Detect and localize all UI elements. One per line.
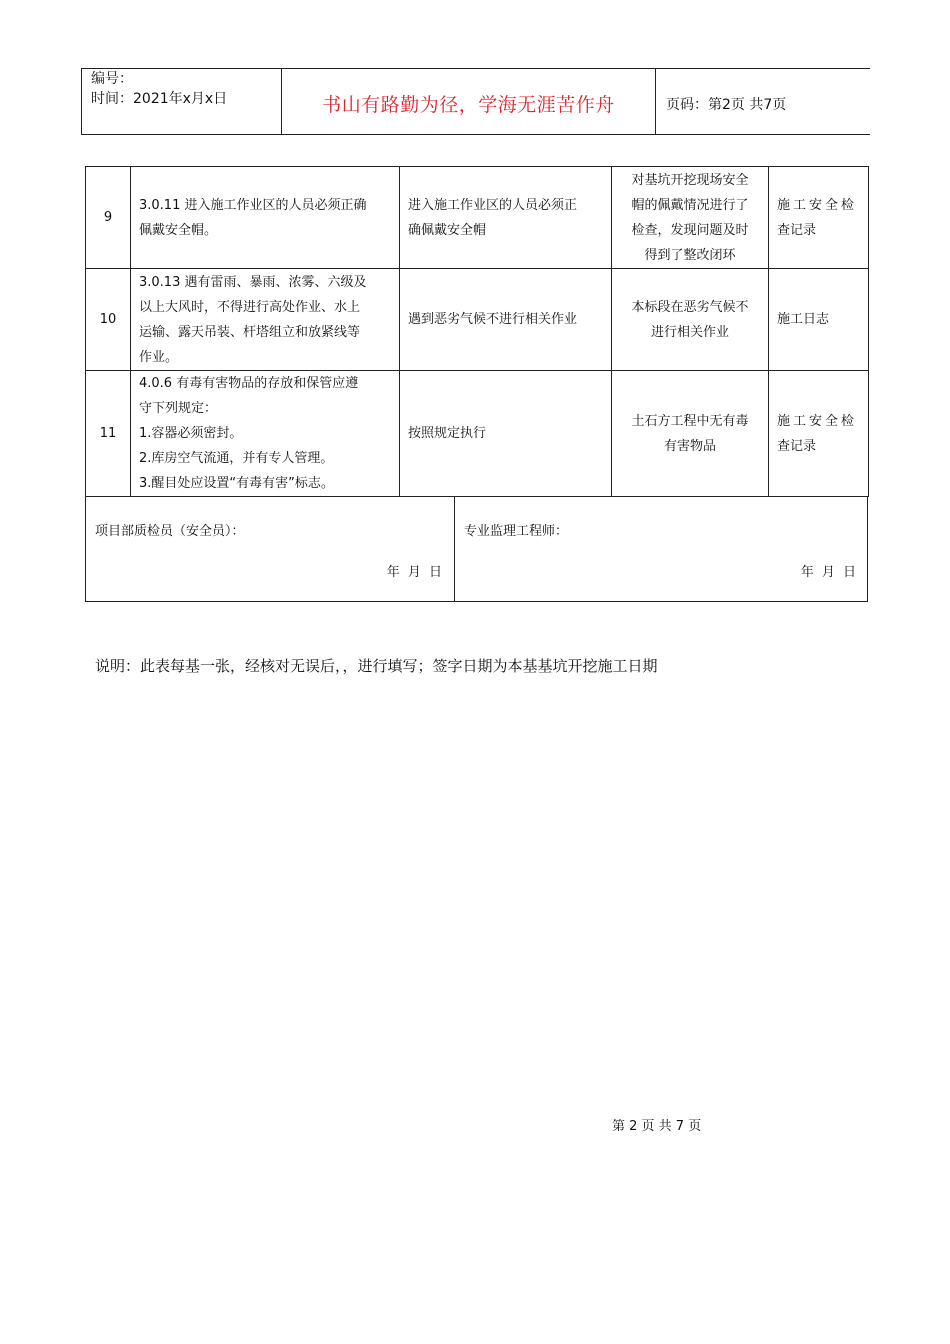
- standard-clause: [131, 167, 400, 269]
- check-result: [612, 269, 769, 371]
- table-row: [86, 371, 869, 497]
- inspector-label: 项目部质检员（安全员）：: [95, 524, 245, 539]
- text-line: 1.容器必须密封。: [139, 426, 243, 441]
- check-result: [612, 167, 769, 269]
- inspector-date: 年 月 日: [386, 565, 444, 580]
- text-line: 3.醒目处应设置“有毒有害”标志。: [139, 476, 334, 491]
- implementation-requirement: [400, 269, 612, 371]
- text-line: 作业。: [139, 349, 179, 365]
- explanatory-note: 说明：此表每基一张，经核对无误后，，进行填写；签字日期为本基基坑开挖施工日期: [95, 657, 658, 675]
- header-page-cell: [656, 69, 870, 134]
- text-line: 帽的佩戴情况进行了: [631, 197, 749, 213]
- check-result: [612, 371, 769, 497]
- record-reference: [769, 167, 869, 269]
- text-line: 3.0.13 遇有雷雨、暴雨、浓雾、六级及: [139, 274, 367, 290]
- row-number: 10: [86, 269, 131, 371]
- standard-clause: [131, 371, 400, 497]
- supervisor-label: 专业监理工程师：: [464, 524, 569, 539]
- supervisor-date: 年 月 日: [800, 565, 858, 580]
- header-motto-cell: [282, 69, 656, 134]
- table-row: [86, 269, 869, 371]
- text-line: 对基坑开挖现场安全: [631, 172, 749, 188]
- text-line: 查记录: [777, 222, 817, 238]
- motto-text: 书山有路勤为径，学海无涯苦作舟: [322, 94, 615, 116]
- implementation-requirement: [400, 371, 612, 497]
- table-row: [86, 167, 869, 269]
- text-line: 检查，发现问题及时: [631, 222, 749, 238]
- implementation-requirement: [400, 167, 612, 269]
- text-line: 施工安全检: [777, 413, 858, 429]
- text-line: 确佩戴安全帽: [408, 222, 487, 238]
- time-label: 时间：2021年x月x日: [91, 91, 228, 107]
- page-footer: 第 2 页 共 7 页: [612, 1119, 702, 1134]
- text-line: 查记录: [777, 438, 817, 454]
- text-line: 进行相关作业: [650, 324, 729, 340]
- safety-inspection-table: [85, 166, 869, 497]
- text-line: 遇到恶劣气候不进行相关作业: [408, 312, 578, 327]
- text-line: 按照规定执行: [408, 426, 487, 441]
- text-line: 进入施工作业区的人员必须正: [408, 197, 578, 213]
- text-line: 以上大风时，不得进行高处作业、水上: [139, 299, 361, 315]
- text-line: 4.0.6 有毒有害物品的存放和保管应遵: [139, 376, 359, 391]
- text-line: 佩戴安全帽。: [139, 222, 218, 238]
- text-line: 施工安全检: [777, 197, 858, 213]
- row-number: 11: [86, 371, 131, 497]
- standard-clause: [131, 269, 400, 371]
- header-meta-cell: [82, 69, 282, 134]
- quality-inspector-signature: [86, 496, 455, 601]
- record-reference: [769, 269, 869, 371]
- text-line: 施工日志: [777, 312, 830, 327]
- text-line: 有害物品: [663, 438, 716, 454]
- text-line: 运输、露天吊装、杆塔组立和放紧线等: [139, 324, 361, 340]
- document-header: [81, 68, 870, 135]
- row-number: 9: [86, 167, 131, 269]
- serial-number-label: 编号：: [91, 71, 133, 87]
- text-line: 守下列规定：: [139, 401, 218, 416]
- page-code: 页码：第2页 共7页: [666, 97, 787, 113]
- signature-section: [85, 496, 868, 602]
- text-line: 2.库房空气流通，并有专人管理。: [139, 451, 334, 466]
- record-reference: [769, 371, 869, 497]
- text-line: 3.0.11 进入施工作业区的人员必须正确: [139, 197, 367, 213]
- text-line: 得到了整改闭环: [644, 247, 736, 263]
- text-line: 土石方工程中无有毒: [631, 413, 749, 429]
- text-line: 本标段在恶劣气候不: [631, 299, 749, 315]
